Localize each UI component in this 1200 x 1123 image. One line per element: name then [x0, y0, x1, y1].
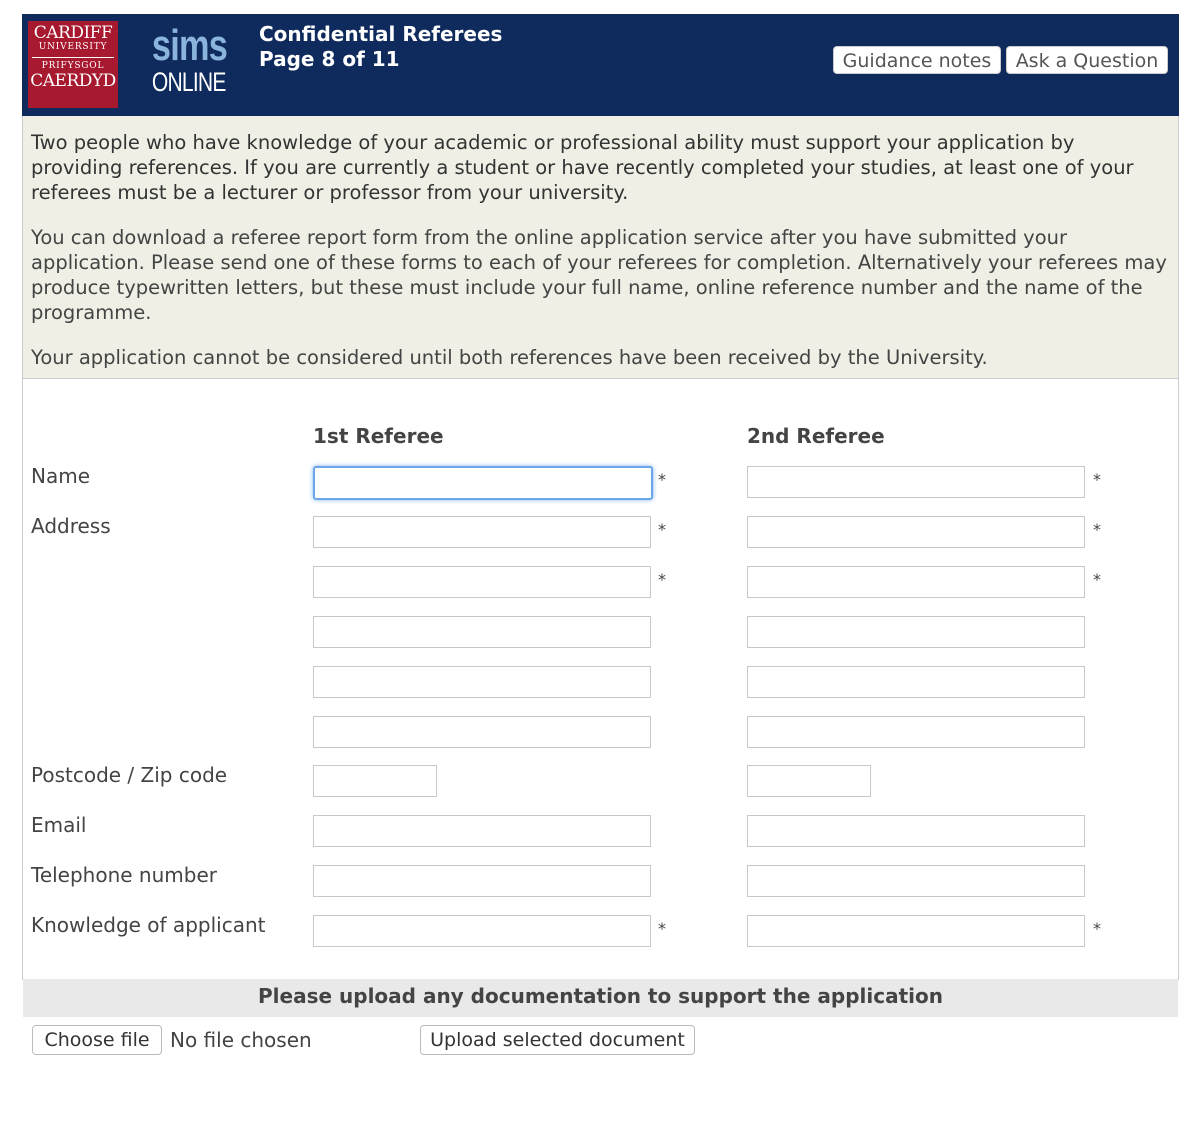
upload-row	[23, 1017, 1178, 1067]
referee1-address-line5-input[interactable]	[313, 716, 651, 748]
name-label: Name	[31, 464, 91, 488]
header-bar	[22, 14, 1179, 116]
sims-online-logo	[142, 21, 232, 98]
knowledge-label: Knowledge of applicant	[31, 913, 266, 937]
upload-heading: Please upload any documentation to support the application	[23, 979, 1178, 1017]
page-title-block	[259, 22, 502, 72]
intro-panel	[22, 116, 1179, 379]
required-marker: *	[658, 520, 666, 539]
intro-paragraph: Your application cannot be considered until both references have been received by the University.	[31, 346, 988, 369]
telephone-label: Telephone number	[31, 863, 217, 887]
required-marker: *	[658, 470, 666, 489]
referee1-address-line3-input[interactable]	[313, 616, 651, 648]
referee1-address-line4-input[interactable]	[313, 666, 651, 698]
intro-paragraph: You can download a referee report form from the online application service after you have submitted your application. Please send one of these forms to each of your referees for completion. Alternatively your referees may produce typewritten letters, but these must include your full name, online reference number and the name of the programme.	[31, 226, 1167, 324]
page-title: Confidential Referees	[259, 22, 503, 46]
page-indicator: Page 8 of 11	[259, 47, 400, 71]
upload-document-button[interactable]: Upload selected document	[420, 1025, 695, 1055]
referee2-address-line2-input[interactable]	[747, 566, 1085, 598]
required-marker: *	[1093, 919, 1101, 938]
choose-file-button[interactable]: Choose file	[32, 1025, 162, 1055]
upload-section	[23, 979, 1178, 1067]
cardiff-university-logo	[28, 21, 118, 108]
email-label: Email	[31, 813, 87, 837]
referee2-name-input[interactable]	[747, 466, 1085, 498]
referee2-email-input[interactable]	[747, 815, 1085, 847]
guidance-notes-button[interactable]: Guidance notes	[833, 46, 1001, 74]
referee1-telephone-input[interactable]	[313, 865, 651, 897]
logo-line: UNIVERSITY	[38, 42, 108, 52]
referee2-address-line1-input[interactable]	[747, 516, 1085, 548]
file-status-text: No file chosen	[170, 1028, 312, 1052]
referee1-postcode-input[interactable]	[313, 765, 437, 797]
logo-divider	[32, 57, 114, 58]
referee2-address-line5-input[interactable]	[747, 716, 1085, 748]
address-label: Address	[31, 514, 111, 538]
logo-line: CAERDYD	[30, 71, 116, 91]
postcode-label: Postcode / Zip code	[31, 763, 228, 787]
referee1-address-line1-input[interactable]	[313, 516, 651, 548]
referee2-telephone-input[interactable]	[747, 865, 1085, 897]
referee2-address-line4-input[interactable]	[747, 666, 1085, 698]
logo-line: PRIFYSGOL	[41, 61, 105, 71]
required-marker: *	[1093, 520, 1101, 539]
referee1-email-input[interactable]	[313, 815, 651, 847]
referee1-knowledge-input[interactable]	[313, 915, 651, 947]
referee-form	[22, 379, 1179, 1052]
referee2-address-line3-input[interactable]	[747, 616, 1085, 648]
intro-paragraph: Two people who have knowledge of your academic or professional ability must support your application by providing references. If you are currently a student or have recently completed your studies, at least one of your referees must be a lecturer or professor from your university.	[31, 131, 1134, 204]
referee2-postcode-input[interactable]	[747, 765, 871, 797]
second-referee-heading: 2nd Referee	[747, 424, 885, 448]
first-referee-heading: 1st Referee	[313, 424, 444, 448]
required-marker: *	[1093, 570, 1101, 589]
referee2-knowledge-input[interactable]	[747, 915, 1085, 947]
referee1-name-input[interactable]	[313, 466, 653, 500]
logo-line: CARDIFF	[33, 23, 113, 43]
referee1-address-line2-input[interactable]	[313, 566, 651, 598]
logo-line: ONLINE	[151, 67, 226, 97]
required-marker: *	[658, 570, 666, 589]
ask-question-button[interactable]: Ask a Question	[1006, 46, 1168, 74]
required-marker: *	[658, 919, 666, 938]
required-marker: *	[1093, 470, 1101, 489]
page	[22, 14, 1179, 1052]
logo-line: sims	[151, 21, 228, 70]
